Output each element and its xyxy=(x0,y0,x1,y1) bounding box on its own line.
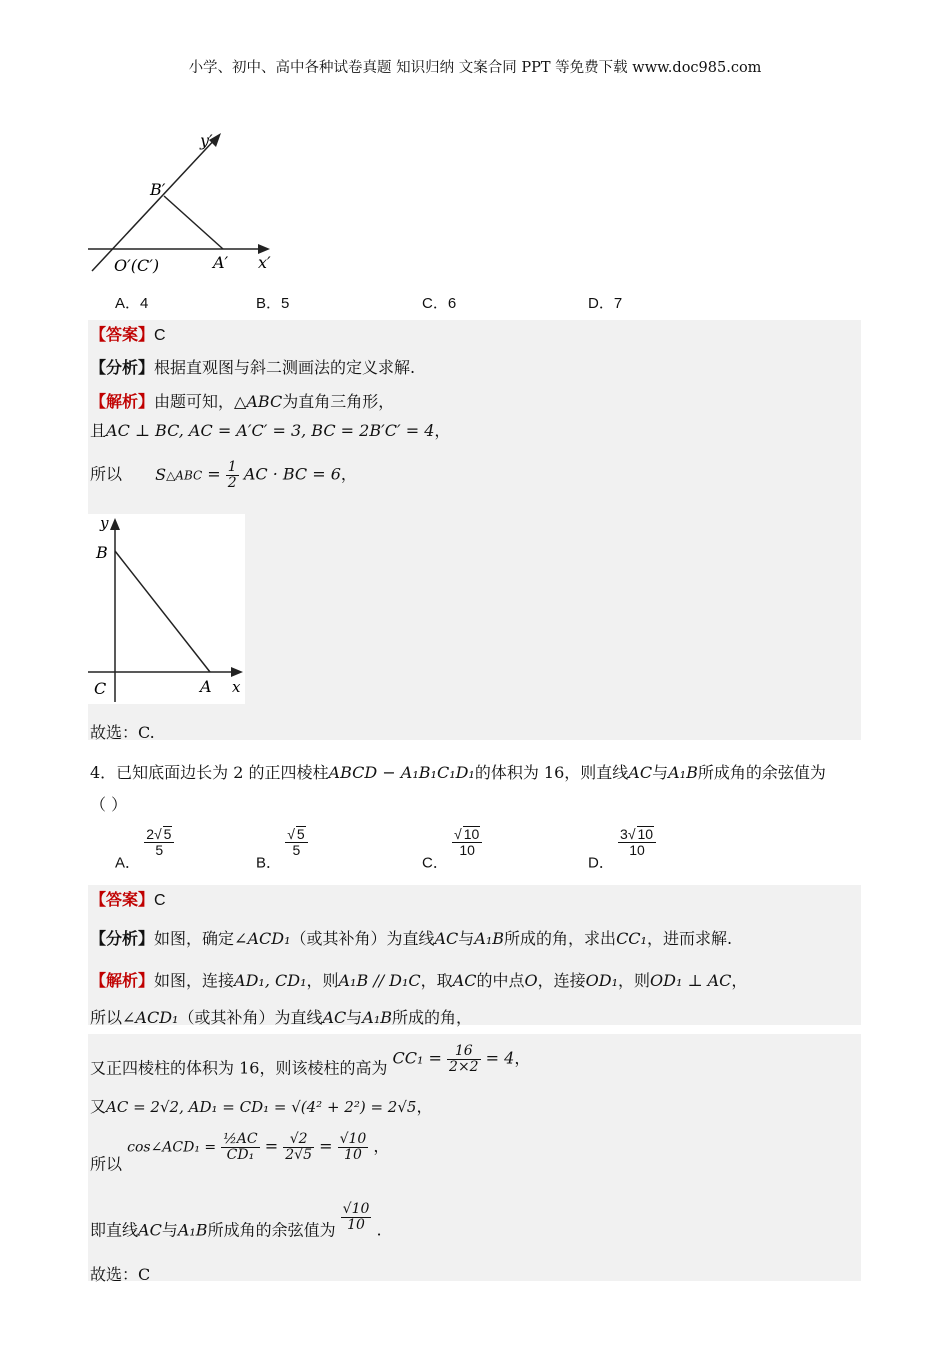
y-arrow-icon xyxy=(110,518,120,530)
q4-stem: 4．已知底面边长为 2 的正四棱柱ABCD − A₁B₁C₁D₁的体积为 16，则直线AC与A₁B所成角的余弦值为 xyxy=(90,763,826,782)
q4-option-d: D． $\frac{3√ 10}{10}$ xyxy=(588,826,656,873)
q3-option-c: C．6 xyxy=(422,295,457,312)
q4-solution-line6: 即直线AC与A₁B所成角的余弦值为 $\frac{√10}{10}$ . xyxy=(90,1201,382,1240)
q4-solution-line4: 又AC = 2√2, AD₁ = CD₁ = √(4² + 2²) = 2√5， xyxy=(90,1097,433,1116)
q3-solution-line1: 【解析】由题可知，△ABC为直角三角形， xyxy=(90,392,395,411)
q4-analysis: 【分析】如图，确定∠ACD₁（或其补角）为直线AC与A₁B所成的角，求出CC₁，进而求解. xyxy=(90,929,733,948)
label-o-prime: O′(C′) xyxy=(114,256,160,275)
q4-solution-line3: 又正四棱柱的体积为 16，则该棱柱的高为 CC₁ = $\frac{16}{2\times 2}$ = 4， xyxy=(90,1043,531,1078)
y-axis-line xyxy=(92,136,218,271)
page-header: 小学、初中、高中各种试卷真题 知识归纳 文案合同 PPT 等免费下载 www.doc985.com xyxy=(188,60,762,76)
q3-option-a: A．4 xyxy=(115,295,149,312)
label-a-prime: A′ xyxy=(213,253,229,272)
q3-analysis: 【分析】根据直观图与斜二测画法的定义求解. xyxy=(90,358,416,377)
q4-conclusion: 故选：C xyxy=(90,1265,151,1284)
triangle-figure xyxy=(88,514,245,704)
x-arrow-icon xyxy=(231,667,243,677)
label-b-prime: B′ xyxy=(150,180,166,199)
q4-option-c: C． $\frac{√ 10}{10}$ xyxy=(422,826,482,873)
label-x: x xyxy=(232,678,241,696)
q4-answer: 【答案】C xyxy=(90,890,166,909)
q3-option-d: D．7 xyxy=(588,295,623,312)
q4-stem-paren: （ ） xyxy=(90,795,128,814)
label-y-prime: y′ xyxy=(200,131,213,150)
q3-solution-line2: 且AC ⊥ BC, AC = A′C′ = 3, BC = 2B′C′ = 4， xyxy=(90,421,451,440)
hypotenuse-ba xyxy=(115,551,210,672)
q4-solution-line5: 所以 cos∠ACD₁ = $\frac{\text{½AC}}{\text{CD₁}}$ = $\frac{√2}{2√5}$ = $\frac{√10}{10}$ ， xyxy=(90,1131,390,1174)
q4-option-a: A． $\frac{2√ 5}{5}$ xyxy=(115,826,174,873)
label-x-prime: x′ xyxy=(258,253,271,272)
label-y: y xyxy=(100,514,109,532)
q4-solution-line2: 所以∠ACD₁（或其补角）为直线AC与A₁B所成的角， xyxy=(90,1008,473,1027)
label-a: A xyxy=(200,677,212,696)
q4-solution-line1: 【解析】如图，连接AD₁, CD₁，则A₁B // D₁C，取AC的中点O，连接OD₁，则OD₁ ⊥ AC， xyxy=(90,971,748,990)
label-b: B xyxy=(96,543,108,562)
segment-ba xyxy=(164,196,223,249)
q3-answer: 【答案】C xyxy=(90,325,166,344)
oblique-figure xyxy=(88,128,278,278)
q4-solution-block-1 xyxy=(88,885,861,1025)
q3-solution-line3: 所以 S△ABC = $\frac{1}{2}$ AC · BC = 6， xyxy=(90,459,357,491)
q4-option-b: B． $\frac{√ 5}{5}$ xyxy=(256,826,308,873)
label-c: C xyxy=(94,679,107,698)
q3-conclusion: 故选：C. xyxy=(90,723,155,742)
q3-option-b: B．5 xyxy=(256,295,290,312)
